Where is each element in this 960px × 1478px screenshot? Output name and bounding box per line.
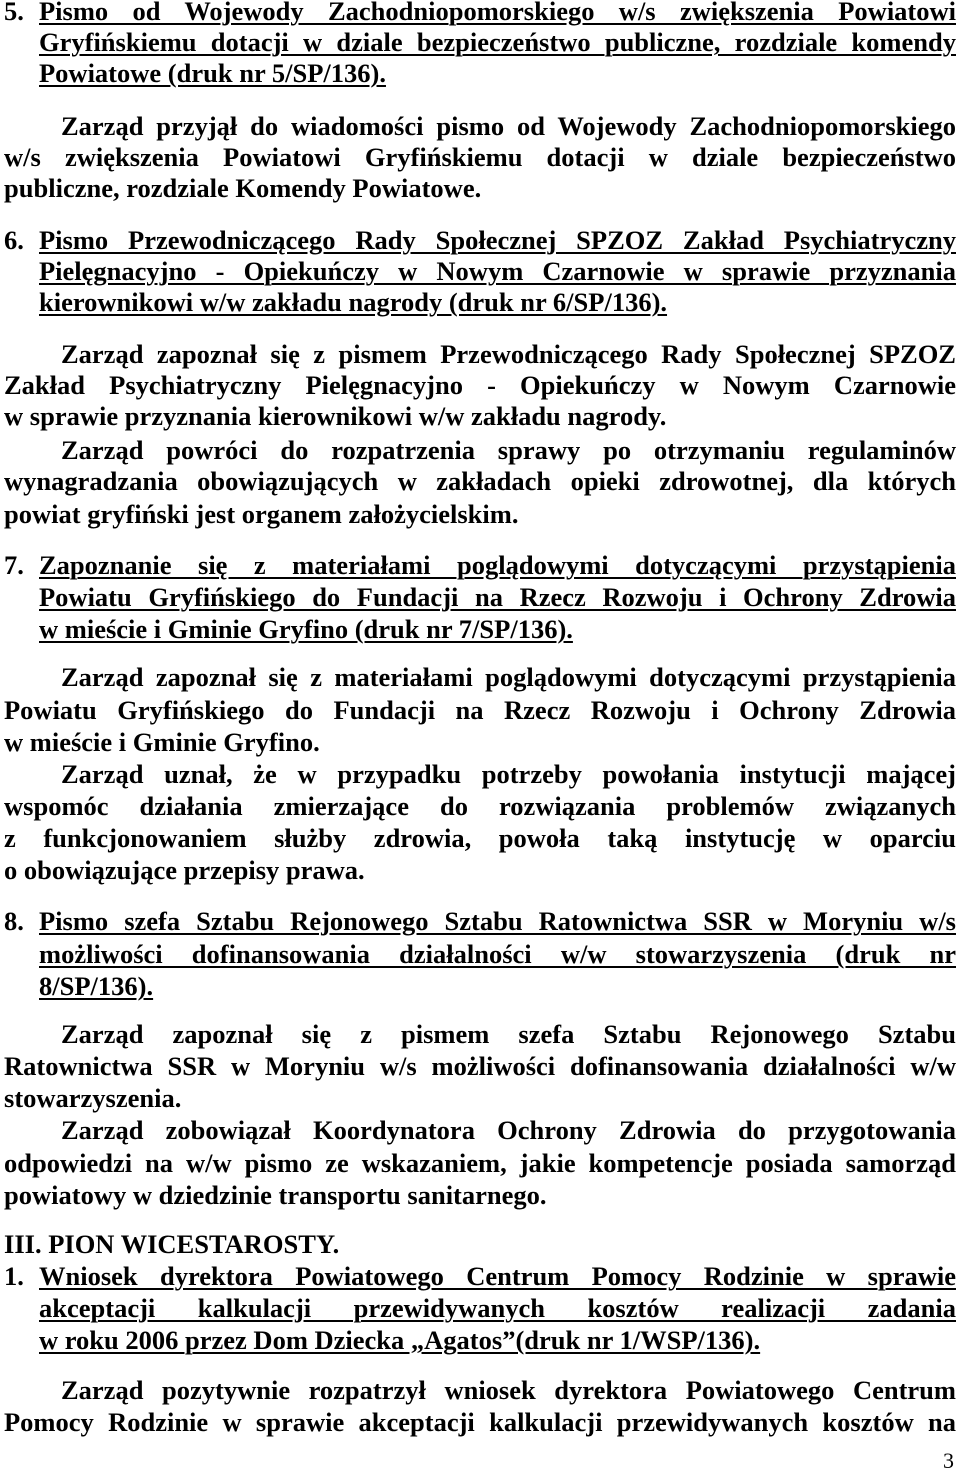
paragraph-line: Zarząd przyjął do wiadomości pismo od Wojewody Zachodniopomorskiego [61,111,956,141]
paragraph-line: w/s zwiększenia Powiatowi Gryfińskiemu dotacji w dziale bezpieczeństwo [4,142,956,172]
item-title-line: w roku 2006 przez Dom Dziecka „Agatos”(druk nr 1/WSP/136). [39,1325,761,1355]
item-title-line: Pielęgnacyjno - Opiekuńczy w Nowym Czarnowie w sprawie przyznania [39,256,956,286]
paragraph-line: o obowiązujące przepisy prawa. [4,855,365,885]
paragraph-line: Zarząd zapoznał się z materiałami poglądowymi dotyczącymi przystąpienia [61,662,956,692]
paragraph-line: z funkcjonowaniem służby zdrowia, powoła taką instytucję w oparciu [4,823,956,853]
item-title-line: akceptacji kalkulacji przewidywanych kosztów realizacji zadania [39,1293,956,1323]
paragraph-line: Zarząd uznał, że w przypadku potrzeby powołania instytucji mającej [61,759,956,789]
paragraph-line: Zarząd zapoznał się z pismem Przewodniczącego Rady Społecznej SPZOZ [61,339,956,369]
paragraph-line: w sprawie przyznania kierownikowi w/w zakładu nagrody. [4,401,667,431]
paragraph-line: wynagradzania obowiązujących w zakładach opieki zdrowotnej, dla których [4,466,956,496]
paragraph-line: w mieście i Gminie Gryfino. [4,727,320,757]
paragraph-line: Zarząd zapoznał się z pismem szefa Sztabu Rejonowego Sztabu [61,1019,956,1049]
item-title-line: Gryfińskiemu dotacji w dziale bezpieczeństwo publiczne, rozdziale komendy [39,27,956,57]
item-title-line: możliwości dofinansowania działalności w/w stowarzyszenia (druk nr [39,939,956,969]
paragraph-line: Powiatu Gryfińskiego do Fundacji na Rzecz Rozwoju i Ochrony Zdrowia [4,695,956,725]
item-title-line: 7. Zapoznanie się z materiałami poglądowymi dotyczącymi przystąpienia [4,550,956,580]
item-title-line: Powiatu Gryfińskiego do Fundacji na Rzecz Rozwoju i Ochrony Zdrowia [39,582,956,612]
section-heading: III. PION WICESTAROSTY. [4,1229,340,1259]
item-title-line: 8. Pismo szefa Sztabu Rejonowego Sztabu Ratownictwa SSR w Moryniu w/s [4,906,956,936]
paragraph-line: Pomocy Rodzinie w sprawie akceptacji kalkulacji przewidywanych kosztów na [4,1407,956,1437]
item-title-line: 5. Pismo od Wojewody Zachodniopomorskiego w/s zwiększenia Powiatowi [4,0,956,27]
paragraph-line: publiczne, rozdziale Komendy Powiatowe. [4,173,482,203]
paragraph-line: Zarząd powróci do rozpatrzenia sprawy po otrzymaniu regulaminów [61,435,956,465]
paragraph-line: Zarząd pozytywnie rozpatrzył wniosek dyrektora Powiatowego Centrum [61,1375,956,1405]
item-title-line: Powiatowe (druk nr 5/SP/136). [39,58,386,88]
item-number: 6. [4,225,24,255]
paragraph-line: stowarzyszenia. [4,1083,182,1113]
item-number: 8. [4,906,24,936]
paragraph-line: powiat gryfiński jest organem założycielskim. [4,499,519,529]
paragraph-line: Zakład Psychiatryczny Pielęgnacyjno - Opiekuńczy w Nowym Czarnowie [4,370,956,400]
item-title-line: 6. Pismo Przewodniczącego Rady Społecznej SPZOZ Zakład Psychiatryczny [4,225,956,255]
paragraph-line: Zarząd zobowiązał Koordynatora Ochrony Zdrowia do przygotowania [61,1115,956,1145]
item-title-line: w mieście i Gminie Gryfino (druk nr 7/SP/136). [39,614,573,644]
page-number: 3 [943,1448,954,1473]
item-number: 7. [4,550,24,580]
item-number: 1. [4,1261,24,1291]
item-number: 5. [4,0,24,26]
item-title-line: kierownikowi w/w zakładu nagrody (druk nr 6/SP/136). [39,287,668,317]
paragraph-line: powiatowy w dziedzinie transportu sanitarnego. [4,1180,547,1210]
item-title-line: 8/SP/136). [39,971,154,1001]
paragraph-line: odpowiedzi na w/w pismo ze wskazaniem, jakie kompetencje posiada samorząd [4,1148,956,1178]
paragraph-line: Ratownictwa SSR w Moryniu w/s możliwości dofinansowania działalności w/w [4,1051,956,1081]
item-title-line: 1. Wniosek dyrektora Powiatowego Centrum Pomocy Rodzinie w sprawie [4,1261,956,1291]
paragraph-line: wspomóc działania zmierzające do rozwiązania problemów związanych [4,791,956,821]
